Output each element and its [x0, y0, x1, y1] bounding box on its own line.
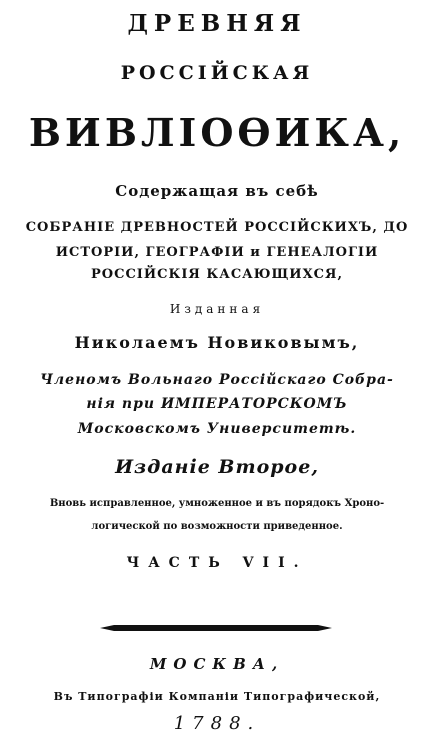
- title-line-3: ВИВЛІОӨИКА,: [28, 110, 406, 155]
- member-line-3: Московскомъ Университетѣ.: [77, 421, 357, 437]
- part-number: ЧАСТЬ VII.: [126, 555, 308, 571]
- contents-line-1: СОБРАНІЕ ДРЕВНОСТЕЙ РОССІЙСКИХЪ, ДО: [25, 220, 409, 235]
- contents-line-3: РОССІЙСКІЯ КАСАЮЩИХСЯ,: [91, 267, 343, 282]
- imprint-year: 1788.: [173, 713, 261, 734]
- description-line-1: Вновь исправленное, умноженное и въ порядокъ Хроно-: [49, 498, 385, 509]
- description-line-2: логической по возможности приведенное.: [91, 521, 343, 532]
- imprint-press: Въ Типографіи Компаніи Типографической,: [53, 690, 381, 703]
- subtitle: Содержащая въ себѣ: [115, 182, 319, 200]
- member-line-2: нія при ИМПЕРАТОРСКОМЪ: [86, 396, 348, 412]
- edition: Изданіе Второе,: [115, 456, 319, 478]
- publisher-name: Николаемъ Новиковымъ,: [74, 333, 360, 352]
- ornament-rule: [100, 622, 332, 634]
- imprint-city: МОСКВА,: [149, 655, 285, 673]
- contents-line-2: ИСТОРІИ, ГЕОГРАФІИ и ГЕНЕАЛОГІИ: [55, 245, 379, 260]
- title-line-2: РОССІЙСКАЯ: [120, 62, 314, 84]
- member-line-1: Членомъ Вольнаго Россійскаго Собра-: [40, 372, 394, 388]
- published-by: Изданная: [169, 302, 265, 316]
- title-line-1: ДРЕВНЯЯ: [127, 10, 307, 37]
